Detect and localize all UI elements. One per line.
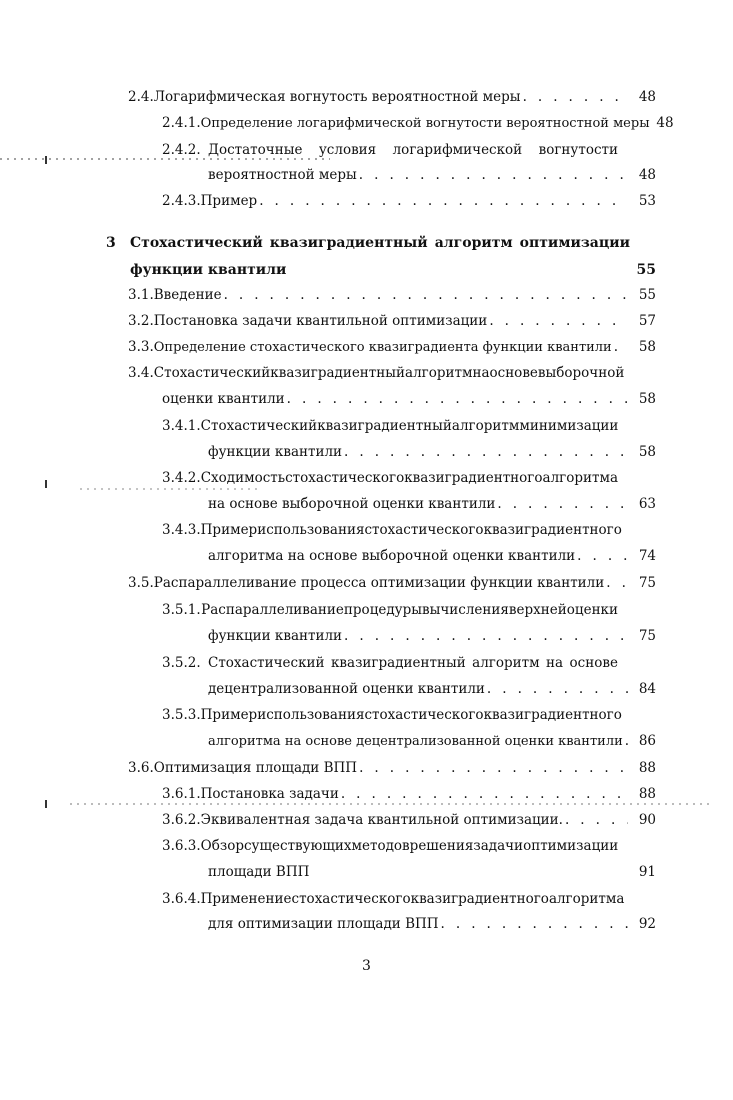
entry-title-word: Пример bbox=[200, 522, 258, 538]
toc-entry-continuation bbox=[208, 444, 656, 460]
entry-title-word: существующих bbox=[243, 838, 352, 854]
entry-number: 3.3. bbox=[128, 339, 154, 355]
entry-title: для оптимизации площади ВПП bbox=[208, 916, 439, 932]
scan-artifact-line bbox=[70, 803, 710, 805]
entry-title: алгоритма на основе выборочной оценки квантили bbox=[208, 548, 576, 564]
toc-entry[interactable] bbox=[162, 115, 674, 132]
entry-title-word: вогнутости bbox=[538, 142, 618, 158]
entry-title-word: оптимизации bbox=[523, 838, 619, 854]
entry-title-word: квазиградиентного bbox=[404, 470, 543, 486]
entry-page: 58 bbox=[638, 339, 656, 355]
scan-artifact-line bbox=[80, 488, 260, 490]
entry-page: 57 bbox=[638, 313, 656, 329]
entry-number: 3.4.2. bbox=[162, 470, 201, 486]
entry-title-word: Распараллеливание bbox=[201, 602, 344, 618]
entry-title-word: использования bbox=[257, 707, 365, 723]
toc-entry-continuation bbox=[208, 496, 656, 512]
entry-title-word: стохастического bbox=[364, 707, 484, 723]
entry-title-word: алгоритм bbox=[434, 235, 513, 251]
entry-title-word: на bbox=[546, 655, 564, 671]
entry-title: Постановка задачи квантильной оптимизации bbox=[153, 313, 488, 329]
entry-title-word: минимизации bbox=[519, 418, 619, 434]
entry-title-word: Обзор bbox=[200, 838, 244, 854]
entry-title-word: Пример bbox=[200, 707, 258, 723]
entry-title-word: Стохастический bbox=[208, 655, 325, 671]
entry-title: алгоритма на основе децентрализованной оценки квантили bbox=[208, 734, 623, 749]
entry-title-word: логарифмической bbox=[392, 142, 523, 158]
toc-entry[interactable] bbox=[162, 838, 618, 854]
dot-leader bbox=[489, 313, 628, 329]
toc-entry[interactable] bbox=[128, 313, 656, 329]
toc-entry[interactable] bbox=[128, 365, 625, 381]
entry-title-word: оценки bbox=[566, 602, 618, 618]
entry-title-word: Стохастический bbox=[200, 418, 318, 434]
toc-entry[interactable] bbox=[128, 287, 656, 303]
entry-title-word: стохастического bbox=[364, 522, 484, 538]
entry-title-word: оптимизации bbox=[519, 235, 630, 251]
entry-page: 92 bbox=[638, 916, 656, 932]
dot-leader bbox=[577, 548, 628, 564]
entry-number: 2.4. bbox=[128, 89, 154, 105]
entry-title-word: алгоритм bbox=[472, 655, 540, 671]
entry-title: Эквивалентная задача квантильной оптимизации. bbox=[200, 812, 563, 828]
dot-leader bbox=[344, 444, 628, 460]
dot-leader bbox=[523, 89, 628, 105]
entry-title-word: стохастического bbox=[291, 891, 411, 907]
entry-title: Распараллеливание процесса оптимизации функции квантили bbox=[153, 575, 605, 591]
entry-number: 3.6.1. bbox=[162, 786, 201, 802]
entry-page: 48 bbox=[656, 115, 674, 131]
dot-leader bbox=[606, 575, 628, 591]
entry-page: 84 bbox=[638, 681, 656, 697]
page-number: 3 bbox=[362, 958, 371, 974]
scan-artifact-mark bbox=[45, 156, 47, 164]
entry-title-word: Стохастический bbox=[153, 365, 271, 381]
entry-page: 88 bbox=[638, 786, 656, 802]
entry-number: 3.6. bbox=[128, 760, 154, 776]
entry-page: 74 bbox=[638, 548, 656, 564]
entry-title-word: основе bbox=[489, 365, 538, 381]
entry-title-word: Стохастический bbox=[130, 235, 263, 251]
entry-page: 63 bbox=[638, 496, 656, 512]
toc-entry[interactable] bbox=[162, 812, 656, 828]
entry-title: децентрализованной оценки квантили bbox=[208, 681, 485, 697]
entry-title-word: алгоритма bbox=[542, 470, 618, 486]
entry-page: 75 bbox=[638, 575, 656, 591]
entry-title-word: задачи bbox=[473, 838, 524, 854]
entry-title-word: вычисления bbox=[422, 602, 509, 618]
scan-artifact-line bbox=[0, 158, 330, 160]
entry-title-word: Достаточные bbox=[208, 142, 303, 158]
dot-leader bbox=[341, 786, 628, 802]
toc-entry[interactable] bbox=[162, 707, 622, 723]
entry-title: Пример bbox=[200, 193, 258, 209]
entry-title-word: Сходимость bbox=[200, 470, 286, 486]
entry-number: 2.4.3. bbox=[162, 193, 201, 209]
entry-page: 90 bbox=[638, 812, 656, 828]
entry-title: на основе выборочной оценки квантили bbox=[208, 496, 496, 512]
entry-title-word: алгоритм bbox=[451, 418, 520, 434]
entry-title-word: методов bbox=[351, 838, 410, 854]
entry-title: функции квантили bbox=[130, 262, 287, 278]
toc-entry-continuation bbox=[208, 628, 656, 644]
dot-leader bbox=[565, 812, 628, 828]
toc-chapter[interactable] bbox=[106, 235, 630, 251]
toc-entry[interactable] bbox=[128, 339, 656, 356]
toc-entry[interactable] bbox=[128, 575, 656, 591]
toc-entry-continuation bbox=[208, 733, 656, 750]
entry-page: 58 bbox=[638, 391, 656, 407]
toc-entry-continuation bbox=[208, 864, 656, 880]
entry-title: Логарифмическая вогнутость вероятностной меры bbox=[153, 89, 521, 105]
entry-title-word: квазиградиентный bbox=[270, 365, 406, 381]
scan-artifact-mark bbox=[45, 480, 47, 488]
toc-entry[interactable] bbox=[162, 655, 618, 671]
entry-title: оценки квантили bbox=[162, 391, 285, 407]
entry-page: 58 bbox=[638, 444, 656, 460]
toc-entry[interactable] bbox=[128, 760, 656, 776]
entry-number: 3.5.2. bbox=[162, 655, 201, 671]
entry-title-word: алгоритм bbox=[405, 365, 473, 381]
entry-title: площади ВПП bbox=[208, 864, 310, 880]
entry-title-word: процедуры bbox=[343, 602, 423, 618]
toc-entry[interactable] bbox=[162, 470, 618, 486]
entry-title-word: выборочной bbox=[537, 365, 625, 381]
entry-number: 3.5.3. bbox=[162, 707, 201, 723]
dot-leader bbox=[497, 496, 628, 512]
dot-leader bbox=[359, 167, 628, 183]
toc-entry[interactable] bbox=[162, 418, 618, 434]
toc-entry-continuation bbox=[208, 916, 656, 932]
dot-leader bbox=[287, 391, 628, 407]
entry-title: вероятностной меры bbox=[208, 167, 357, 183]
entry-number: 3.6.2. bbox=[162, 812, 201, 828]
chapter-number: 3 bbox=[106, 235, 116, 251]
entry-number: 3.5.1. bbox=[162, 602, 201, 618]
entry-title-word: условия bbox=[318, 142, 377, 158]
entry-title: функции квантили bbox=[208, 628, 343, 644]
toc-entry-continuation bbox=[162, 391, 656, 407]
dot-leader bbox=[614, 339, 628, 355]
entry-title-word: алгоритма bbox=[548, 891, 625, 907]
toc-entry[interactable] bbox=[162, 786, 656, 802]
dot-leader bbox=[259, 193, 628, 209]
entry-page: 55 bbox=[638, 287, 656, 303]
entry-title-word: использования bbox=[257, 522, 365, 538]
entry-title: Определение логарифмической вогнутости вероятностной меры bbox=[200, 116, 650, 131]
entry-title-word: квазиградиентного bbox=[483, 707, 622, 723]
entry-number: 3.1. bbox=[128, 287, 154, 303]
entry-number: 3.6.4. bbox=[162, 891, 201, 907]
entry-title: Определение стохастического квазиградиента функции квантили bbox=[153, 340, 612, 355]
entry-number: 2.4.1. bbox=[162, 115, 201, 131]
entry-title-word: квазиградиентный bbox=[330, 655, 466, 671]
entry-title-word: основе bbox=[569, 655, 618, 671]
entry-number: 2.4.2. bbox=[162, 142, 201, 158]
entry-number: 3.2. bbox=[128, 313, 154, 329]
toc-entry[interactable] bbox=[162, 891, 625, 907]
entry-page: 53 bbox=[638, 193, 656, 209]
toc-entry[interactable] bbox=[162, 142, 618, 158]
toc-entry-continuation bbox=[208, 681, 656, 697]
entry-page: 55 bbox=[636, 262, 656, 278]
toc-entry[interactable] bbox=[162, 602, 618, 618]
entry-number: 3.4. bbox=[128, 365, 154, 381]
entry-title-word: квазиградиентный bbox=[317, 418, 452, 434]
toc-entry-continuation bbox=[208, 548, 656, 564]
entry-page: 88 bbox=[638, 760, 656, 776]
entry-page: 48 bbox=[638, 89, 656, 105]
dot-leader bbox=[487, 681, 628, 697]
entry-title-word: стохастического bbox=[285, 470, 405, 486]
entry-page: 75 bbox=[638, 628, 656, 644]
entry-number: 3.5. bbox=[128, 575, 154, 591]
toc-entry[interactable] bbox=[162, 522, 622, 538]
dot-leader bbox=[359, 760, 628, 776]
dot-leader bbox=[441, 916, 628, 932]
entry-title-word: квазиградиентного bbox=[410, 891, 549, 907]
entry-number: 3.4.1. bbox=[162, 418, 201, 434]
entry-title-word: Применение bbox=[200, 891, 292, 907]
dot-leader bbox=[224, 287, 628, 303]
toc-chapter-continuation bbox=[130, 262, 656, 278]
entry-page: 48 bbox=[638, 167, 656, 183]
entry-title: функции квантили bbox=[208, 444, 343, 460]
entry-title-word: решения bbox=[409, 838, 474, 854]
entry-title: Оптимизация площади ВПП bbox=[153, 760, 358, 776]
dot-leader bbox=[625, 733, 628, 749]
entry-page: 86 bbox=[638, 733, 656, 749]
toc-entry[interactable] bbox=[128, 89, 656, 105]
toc-entry[interactable] bbox=[162, 193, 656, 209]
entry-number: 3.4.3. bbox=[162, 522, 201, 538]
entry-title-word: квазиградиентный bbox=[269, 235, 428, 251]
entry-number: 3.6.3. bbox=[162, 838, 201, 854]
entry-page: 91 bbox=[638, 864, 656, 880]
entry-title: Введение bbox=[153, 287, 222, 303]
entry-title-word: на bbox=[472, 365, 490, 381]
toc-entry-continuation bbox=[208, 167, 656, 183]
entry-title: Постановка задачи bbox=[200, 786, 339, 802]
dot-leader bbox=[344, 628, 628, 644]
entry-title-word: квазиградиентного bbox=[483, 522, 622, 538]
scan-artifact-mark bbox=[45, 800, 47, 808]
entry-title-word: верхней bbox=[508, 602, 567, 618]
